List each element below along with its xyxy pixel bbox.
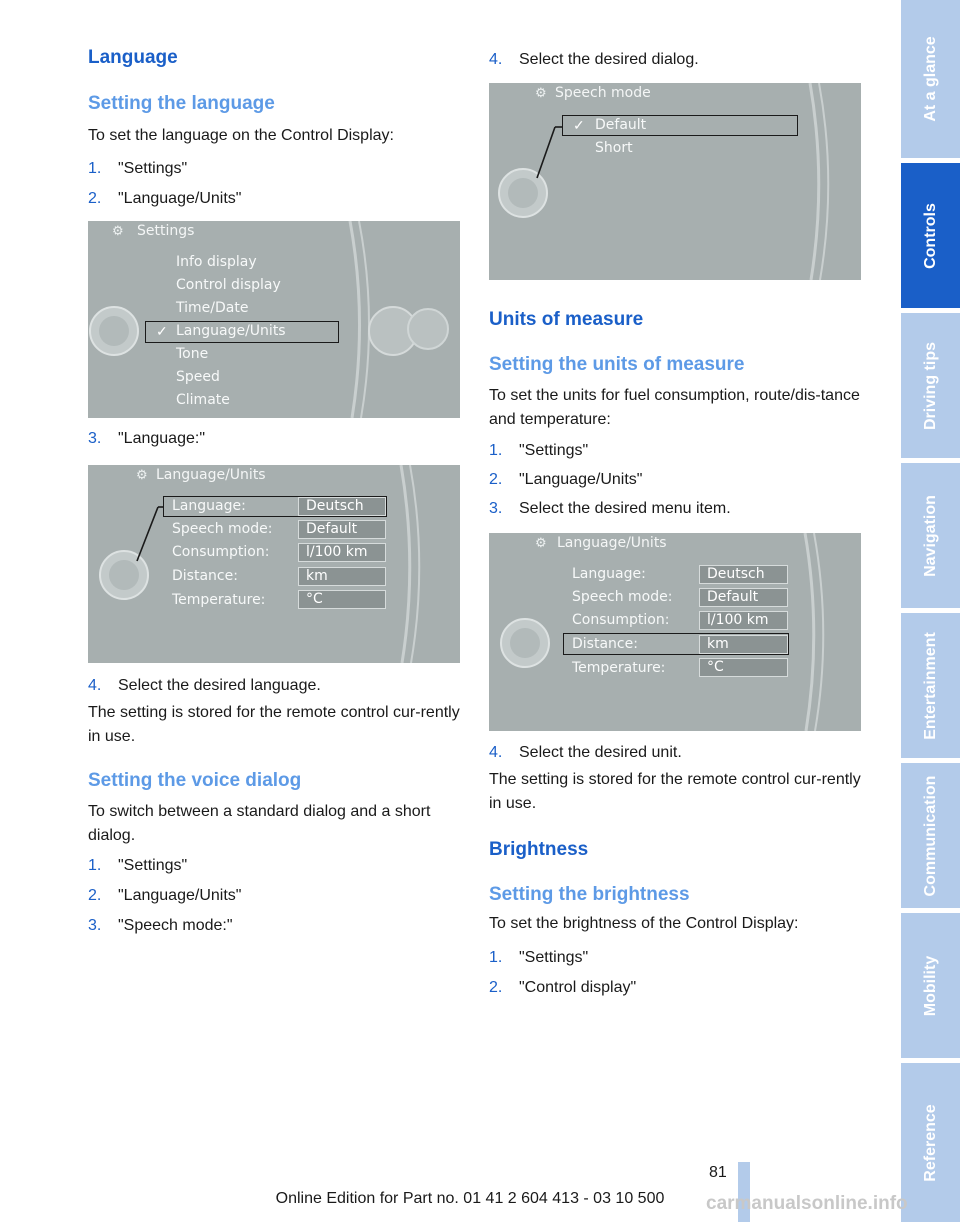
list-item: 4. Select the desired language. [88,677,321,694]
menu-item-control-display[interactable]: Control display [176,277,281,293]
watermark: carmanualsonline.info [706,1193,908,1214]
tab-communication[interactable]: Communication [901,763,960,908]
gear-icon: ⚙ [136,467,148,482]
tab-mobility[interactable]: Mobility [901,913,960,1058]
list-item: 3. Select the desired menu item. [489,500,731,517]
list-item: 3. "Language:" [88,430,205,447]
menu-item-climate[interactable]: Climate [176,392,230,408]
screen-decoration [489,83,861,280]
row-label: Temperature: [172,592,266,608]
language-units-screen [88,465,460,663]
menu-item-short[interactable]: Short [595,140,633,156]
tab-controls[interactable]: Controls [901,163,960,308]
speech-mode-screen [489,83,861,280]
row-label: Speech mode: [572,589,673,605]
screen-title: Speech mode [555,85,651,101]
screen-decoration [88,221,460,418]
tab-reference[interactable]: Reference [901,1063,960,1222]
footer-text: Online Edition for Part no. 01 41 2 604 413 - 03 10 500 [275,1190,665,1207]
units-heading: Units of measure [489,309,644,330]
brightness-heading: Brightness [489,839,589,860]
brightness-intro: To set the brightness of the Control Display: [489,915,799,932]
menu-item-speed[interactable]: Speed [176,369,220,385]
tab-at-a-glance[interactable]: At a glance [901,0,960,158]
screen-decoration [489,533,861,731]
setting-language-heading: Setting the language [88,93,275,114]
list-item: 4. Select the desired dialog. [489,51,699,68]
screen-decoration [88,465,460,663]
page-number: 81 [709,1164,727,1181]
row-value[interactable]: °C [699,658,788,677]
menu-item-tone[interactable]: Tone [176,346,209,362]
row-label: Language: [572,566,646,582]
stored-text: The setting is stored for the remote control cur-rently in use. [88,704,460,745]
setting-language-intro: To set the language on the Control Display: [88,127,394,144]
row-value[interactable]: l/100 km [298,543,386,562]
list-item: 3. "Speech mode:" [88,917,233,934]
voice-dialog-heading: Setting the voice dialog [88,770,302,791]
screen-title: Settings [137,223,195,239]
row-label: Consumption: [172,544,270,560]
list-item: 1. "Settings" [88,857,188,874]
voice-dialog-intro: To switch between a standard dialog and a short dialog. [88,803,431,844]
menu-item-info-display[interactable]: Info display [176,254,257,270]
language-units-screen [489,533,861,731]
row-value[interactable]: Deutsch [298,497,386,516]
brightness-subheading: Setting the brightness [489,884,690,905]
list-item: 2. "Language/Units" [88,887,242,904]
language-heading: Language [88,47,178,68]
list-item: 2. "Control display" [489,979,637,996]
row-value[interactable]: km [699,635,788,654]
gear-icon: ⚙ [535,85,547,100]
settings-screen [88,221,460,418]
menu-item-time-date[interactable]: Time/Date [176,300,249,316]
check-icon: ✓ [573,117,585,133]
tab-entertainment[interactable]: Entertainment [901,613,960,758]
row-value[interactable]: km [298,567,386,586]
tab-navigation[interactable]: Navigation [901,463,960,608]
stored-text: The setting is stored for the remote control cur-rently in use. [489,771,861,812]
check-icon: ✓ [156,323,168,339]
screen-title: Language/Units [557,535,667,551]
list-item: 2. "Language/Units" [88,190,242,207]
row-value[interactable]: Deutsch [699,565,788,584]
row-label: Consumption: [572,612,670,628]
tab-driving-tips[interactable]: Driving tips [901,313,960,458]
row-label: Distance: [172,568,238,584]
list-item: 1. "Settings" [489,949,589,966]
units-subheading: Setting the units of measure [489,354,745,375]
units-intro: To set the units for fuel consumption, route/dis-tance and temperature: [489,387,860,428]
list-item: 4. Select the desired unit. [489,744,682,761]
screen-title: Language/Units [156,467,266,483]
row-value[interactable]: l/100 km [699,611,788,630]
row-label: Language: [172,498,246,514]
list-item: 1. "Settings" [88,160,188,177]
menu-item-language-units[interactable]: Language/Units [176,323,286,339]
row-value[interactable]: °C [298,590,386,609]
gear-icon: ⚙ [535,535,547,550]
row-value[interactable]: Default [298,520,386,539]
row-label: Speech mode: [172,521,273,537]
row-value[interactable]: Default [699,588,788,607]
row-label: Distance: [572,636,638,652]
list-item: 1. "Settings" [489,442,589,459]
menu-item-default[interactable]: Default [595,117,647,133]
row-label: Temperature: [572,660,666,676]
gear-icon: ⚙ [112,223,124,238]
list-item: 2. "Language/Units" [489,471,643,488]
